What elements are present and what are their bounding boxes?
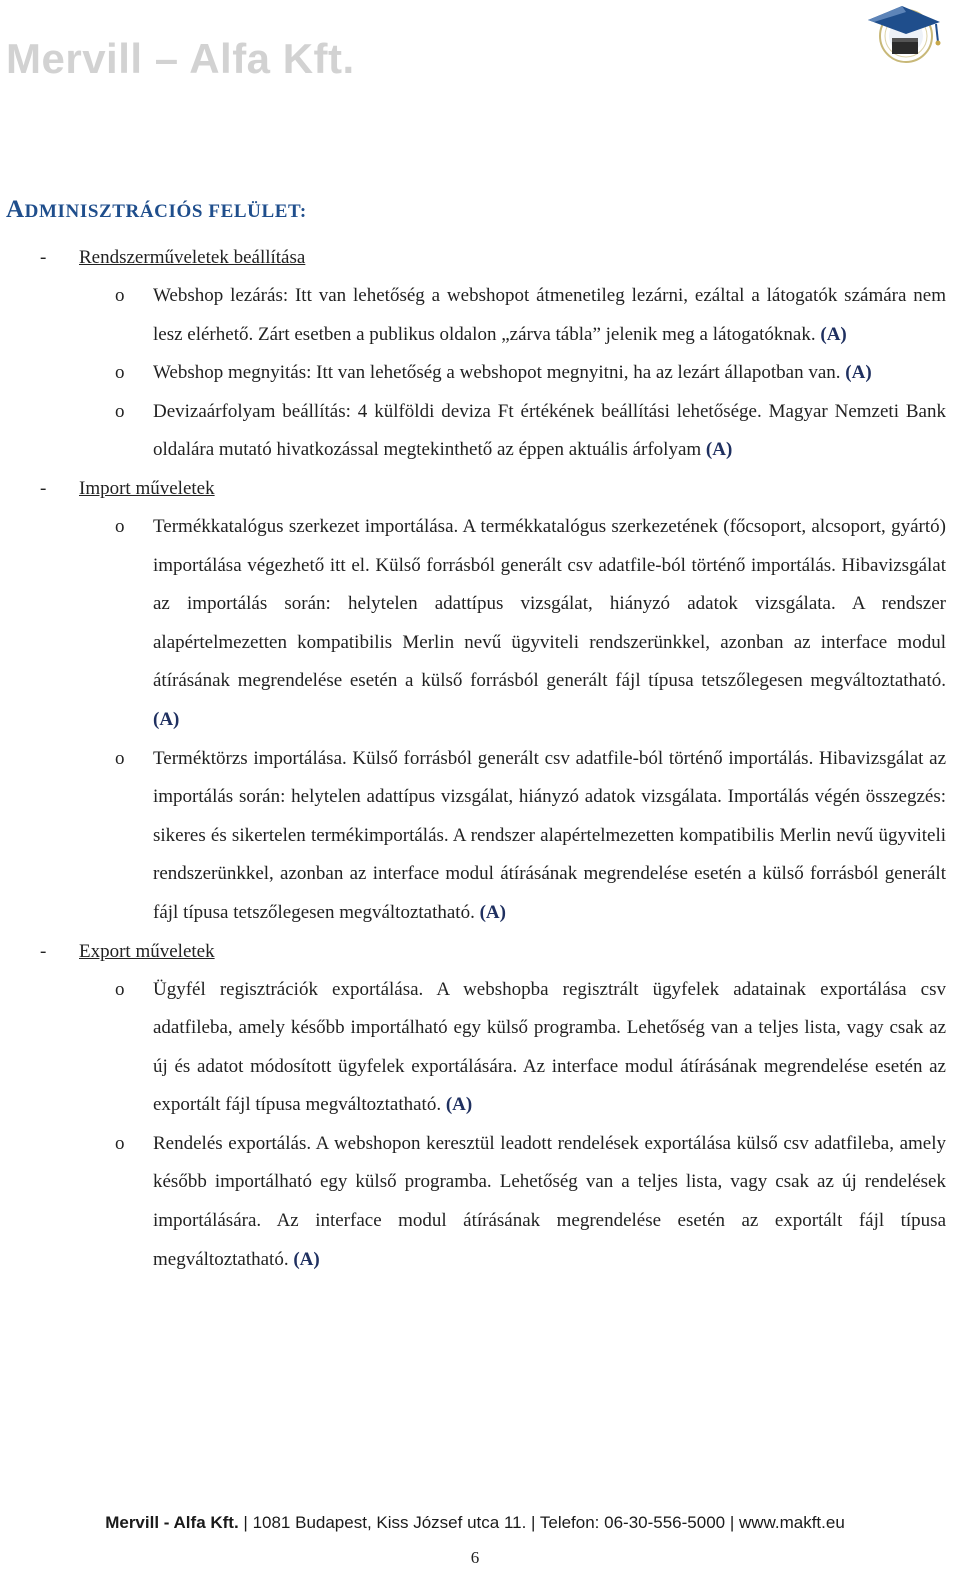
list-item: [0, 354, 960, 393]
category-dash: -: [40, 940, 47, 962]
bullet-icon: o: [115, 1132, 125, 1154]
item-text: Devizaárfolyam beállítás: 4 külföldi deviza Ft értékének beállítási lehetősége. Magyar Nemzeti Bank oldalára mutató hivatkozással megtekinthető az éppen aktuális árfolyam: [153, 400, 946, 461]
access-mark: (A): [845, 362, 872, 384]
footer-company: Mervill - Alfa Kft.: [105, 1513, 239, 1532]
bullet-icon: o: [115, 362, 125, 384]
access-mark: (A): [153, 708, 180, 730]
access-mark: (A): [820, 323, 847, 345]
graduation-cap-seal-logo-icon: [862, 2, 948, 68]
list-item: [0, 1125, 960, 1279]
item-text: Webshop lezárás: Itt van lehetőség a webshopot átmenetileg lezárni, ezáltal a látogatók számára nem lesz elérhető. Zárt esetben a publikus oldalon „zárva tábla” jelenik meg a látogatóknak.: [153, 285, 946, 345]
bullet-icon: o: [115, 400, 125, 422]
category-dash: -: [40, 247, 47, 268]
list-item: [0, 740, 960, 933]
bullet-icon: o: [115, 747, 125, 769]
list-item: [0, 393, 960, 470]
list-item: [0, 971, 960, 1125]
bullet-icon: o: [115, 515, 125, 537]
item-text: Rendelés exportálás. A webshopon keresztül leadott rendelések exportálása külső csv adatfileba, amely később importálható egy külső programba. Lehetőség van a teljes lista, vagy csak az új rendelések importálására. Az interface modul átírásának megrendelése esetén az exportált fájl típusa megváltoztatható.: [153, 1132, 946, 1270]
page-number: 6: [470, 1548, 480, 1567]
access-mark: (A): [445, 1094, 473, 1116]
category-dash: -: [40, 477, 47, 499]
category-export-operations: [0, 933, 960, 971]
category-title: Export műveletek: [79, 940, 215, 962]
access-mark: (A): [293, 1248, 320, 1270]
item-text: Termékkatalógus szerkezet importálása. A termékkatalógus szerkezetének (főcsoport, alcsoport, gyártó) importálása végezhető itt el. Külső forrásból generált csv adatfile-ból történő importálás. Hibavizsgálat az importálás során: helytelen adattípus vizsgálat, hiányzó adatok vizsgálata. A rendszer alapértelmezetten kompatibilis Merlin nevű ügyviteli rendszerünkkel, azonban az interface modul átírásának megrendelése esetén a külső forrásból generált fájl típusa tetszőlegesen megváltoztatható.: [153, 515, 946, 692]
company-header: Mervill – Alfa Kft.: [6, 35, 355, 82]
section-title: ADMINISZTRÁCIÓS FELÜLET:: [6, 196, 307, 223]
category-title: Import műveletek: [79, 477, 215, 499]
footer-details: | 1081 Budapest, Kiss József utca 11. | Telefon: 06-30-556-5000 | www.makft.eu: [238, 1513, 845, 1532]
document-body: [0, 239, 960, 1279]
bullet-icon: o: [115, 978, 125, 1000]
item-text: Terméktörzs importálása. Külső forrásból generált csv adatfile-ból történő importálás. Hibavizsgálat az importálás során: helytelen adattípus vizsgálat, hiányzó adatok vizsgálata. Importálás végén összegzés: sikeres és sikertelen termékimportálás. A rendszer alapértelmezetten kompatibilis Merlin nevű ügyviteli rendszerünkkel, azonban az interface modul átírásának megrendelése esetén a külső forrásból generált fájl típusa tetszőlegesen megváltoztatható.: [153, 747, 946, 923]
item-text: Ügyfél regisztrációk exportálása. A webshopba regisztrált ügyfelek adatainak exportálása csv adatfileba, amely később importálható egy külső programba. Lehetőség van a teljes lista, vagy csak az új és adatot módosított ügyfelek exportálására. Az interface modul átírásának megrendelése esetén az exportált fájl típusa megváltoztatható.: [153, 978, 946, 1116]
access-mark: (A): [705, 439, 733, 461]
bullet-icon: o: [115, 285, 125, 306]
category-import-operations: [0, 470, 960, 508]
item-text: Webshop megnyitás: Itt van lehetőség a webshopot megnyitni, ha az lezárt állapotban van.: [153, 362, 841, 384]
list-item: [0, 508, 960, 740]
category-system-operations: [0, 239, 960, 277]
list-item: [0, 277, 960, 354]
access-mark: (A): [479, 901, 506, 923]
category-title: Rendszerműveletek beállítása: [79, 247, 306, 268]
page-footer: [0, 1513, 950, 1533]
